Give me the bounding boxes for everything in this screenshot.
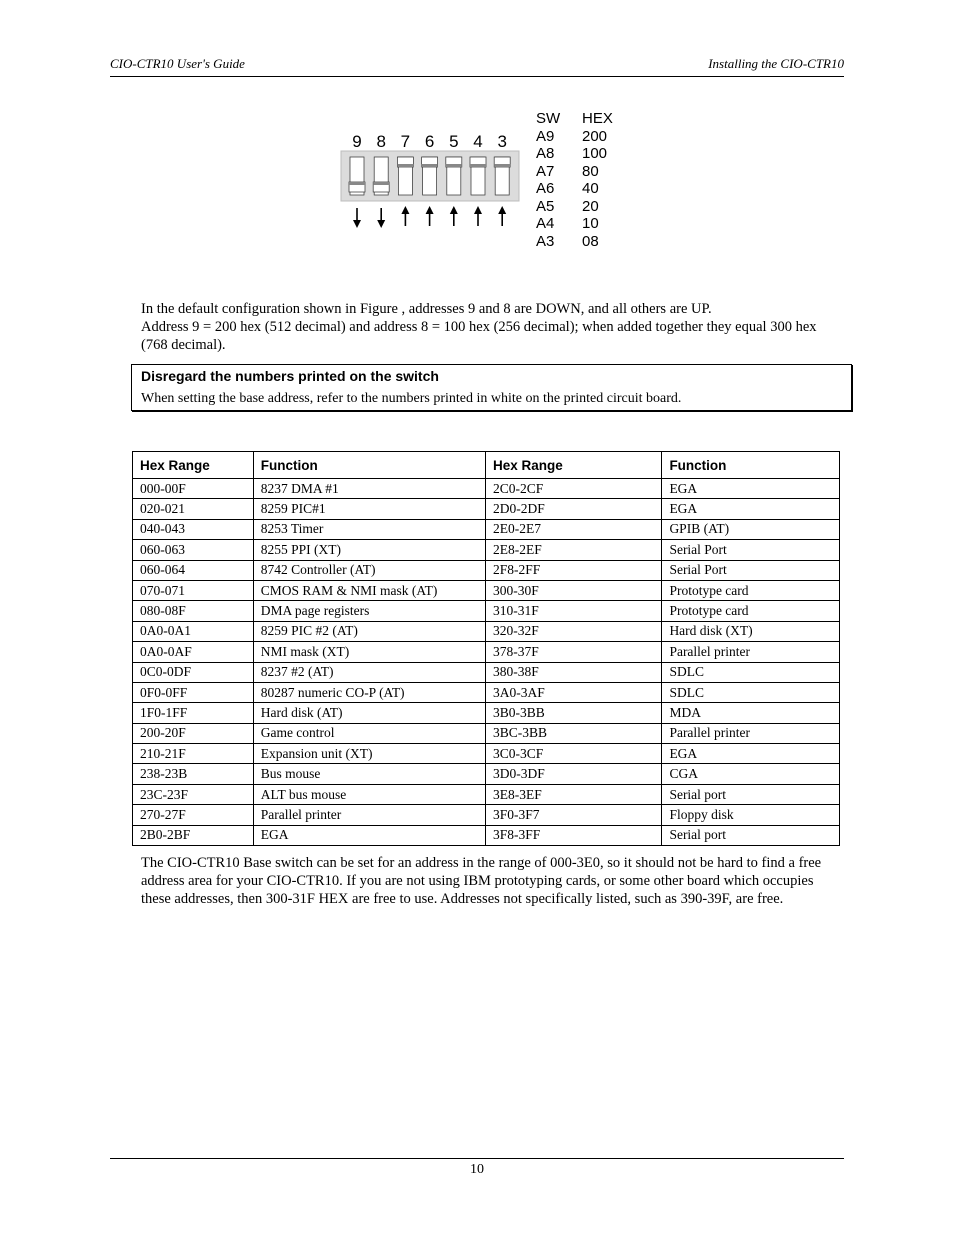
table-row <box>133 723 840 743</box>
default-config-paragraph <box>141 300 841 355</box>
legend-header-row <box>536 110 613 128</box>
cell-hex-range: 1F0-1FF <box>133 703 254 723</box>
table-row <box>133 499 840 519</box>
cell-hex-range: 3BC-3BB <box>485 723 661 743</box>
cell-function: Bus mouse <box>253 764 485 784</box>
table-row <box>133 825 840 845</box>
cell-hex-range: 3F8-3FF <box>485 825 661 845</box>
header-doc-title: CIO-CTR10 User's Guide <box>110 56 245 71</box>
table-row <box>133 621 840 641</box>
cell-function: CGA <box>662 764 840 784</box>
arrow-up-icon <box>498 206 506 214</box>
table-row <box>133 540 840 560</box>
switch-toggle-shade <box>349 182 365 185</box>
table-header-row <box>133 452 840 479</box>
cell-hex-range: 2C0-2CF <box>485 479 661 499</box>
cell-function: Parallel printer <box>253 805 485 825</box>
cell-function: Serial Port <box>662 540 840 560</box>
legend-row <box>536 145 613 163</box>
paragraph-line: Address 9 = 200 hex (512 decimal) and address 8 = 100 hex (256 decimal); when added together they equal 300 hex (768 decimal). <box>141 319 817 354</box>
cell-function: 8237 DMA #1 <box>253 479 485 499</box>
cell-function: EGA <box>253 825 485 845</box>
table-row <box>133 805 840 825</box>
legend-sw: A5 <box>536 197 555 215</box>
note-box <box>131 364 852 411</box>
cell-hex-range: 210-21F <box>133 744 254 764</box>
note-title: Disregard the numbers printed on the switch <box>141 368 439 384</box>
cell-hex-range: 2B0-2BF <box>133 825 254 845</box>
table-row <box>133 580 840 600</box>
legend-sw-header: SW <box>536 110 561 127</box>
cell-hex-range: 200-20F <box>133 723 254 743</box>
switch-toggle-shade <box>397 164 413 167</box>
cell-hex-range: 378-37F <box>485 642 661 662</box>
table-row <box>133 662 840 682</box>
cell-function: Prototype card <box>662 580 840 600</box>
cell-function: Floppy disk <box>662 805 840 825</box>
cell-hex-range: 320-32F <box>485 621 661 641</box>
table-row <box>133 560 840 580</box>
cell-hex-range: 3A0-3AF <box>485 682 661 702</box>
legend-hex: 20 <box>582 197 599 215</box>
cell-hex-range: 270-27F <box>133 805 254 825</box>
col-header-hex-range: Hex Range <box>133 452 254 479</box>
legend-row <box>536 180 613 198</box>
legend-hex: 80 <box>582 162 599 180</box>
table-row <box>133 703 840 723</box>
legend-row <box>536 198 613 216</box>
cell-hex-range: 000-00F <box>133 479 254 499</box>
cell-function: Serial port <box>662 784 840 804</box>
table-row <box>133 682 840 702</box>
legend-hex: 08 <box>582 232 599 250</box>
col-header-function: Function <box>662 452 840 479</box>
table-row <box>133 642 840 662</box>
legend-hex: 100 <box>582 145 608 162</box>
legend-sw: A7 <box>536 162 555 180</box>
page-number: 10 <box>470 1162 484 1177</box>
cell-hex-range: 2D0-2DF <box>485 499 661 519</box>
cell-function: 8237 #2 (AT) <box>253 662 485 682</box>
cell-hex-range: 23C-23F <box>133 784 254 804</box>
legend-hex: 200 <box>582 127 608 145</box>
cell-function: Parallel printer <box>662 642 840 662</box>
switch-legend <box>536 110 613 250</box>
cell-function: MDA <box>662 703 840 723</box>
cell-hex-range: 060-063 <box>133 540 254 560</box>
cell-function: SDLC <box>662 682 840 702</box>
cell-hex-range: 300-30F <box>485 580 661 600</box>
legend-row <box>536 215 613 233</box>
cell-hex-range: 040-043 <box>133 519 254 539</box>
arrow-down-icon <box>353 220 361 228</box>
cell-function: SDLC <box>662 662 840 682</box>
cell-function: Serial port <box>662 825 840 845</box>
legend-sw: A4 <box>536 215 555 232</box>
cell-function: Expansion unit (XT) <box>253 744 485 764</box>
cell-function: EGA <box>662 499 840 519</box>
cell-function: 8259 PIC #2 (AT) <box>253 621 485 641</box>
switch-toggle-shade <box>373 182 389 185</box>
cell-function: 8259 PIC#1 <box>253 499 485 519</box>
address-table <box>132 451 840 846</box>
switch-number-label: 4 <box>473 132 483 151</box>
legend-row <box>536 128 613 146</box>
cell-function: Hard disk (AT) <box>253 703 485 723</box>
arrow-up-icon <box>401 206 409 214</box>
legend-row <box>536 163 613 181</box>
cell-hex-range: 3D0-3DF <box>485 764 661 784</box>
cell-function: 80287 numeric CO-P (AT) <box>253 682 485 702</box>
cell-hex-range: 310-31F <box>485 601 661 621</box>
switch-toggle-shade <box>494 164 510 167</box>
note-body: When setting the base address, refer to the numbers printed in white on the printed circuit board. <box>141 391 682 406</box>
arrow-down-icon <box>377 220 385 228</box>
cell-hex-range: 0A0-0A1 <box>133 621 254 641</box>
table-body <box>133 479 840 846</box>
legend-row <box>536 233 613 251</box>
table-row <box>133 784 840 804</box>
cell-function: 8253 Timer <box>253 519 485 539</box>
switch-toggle-shade <box>422 164 438 167</box>
cell-hex-range: 0F0-0FF <box>133 682 254 702</box>
cell-function: ALT bus mouse <box>253 784 485 804</box>
cell-hex-range: 3C0-3CF <box>485 744 661 764</box>
legend-sw: A6 <box>536 180 555 197</box>
legend-hex: 10 <box>582 215 599 232</box>
switch-toggle-shade <box>470 164 486 167</box>
cell-function: Prototype card <box>662 601 840 621</box>
cell-function: 8255 PPI (XT) <box>253 540 485 560</box>
cell-hex-range: 0C0-0DF <box>133 662 254 682</box>
table-row <box>133 744 840 764</box>
cell-hex-range: 080-08F <box>133 601 254 621</box>
cell-hex-range: 238-23B <box>133 764 254 784</box>
legend-hex-header: HEX <box>582 110 613 127</box>
switch-number-label: 9 <box>352 132 362 151</box>
cell-function: CMOS RAM & NMI mask (AT) <box>253 580 485 600</box>
col-header-hex-range: Hex Range <box>485 452 661 479</box>
table-row <box>133 764 840 784</box>
switch-number-label: 6 <box>424 132 435 151</box>
cell-function: Serial Port <box>662 560 840 580</box>
cell-hex-range: 3F0-3F7 <box>485 805 661 825</box>
arrow-up-icon <box>426 206 434 214</box>
cell-function: Parallel printer <box>662 723 840 743</box>
cell-hex-range: 0A0-0AF <box>133 642 254 662</box>
cell-function: Hard disk (XT) <box>662 621 840 641</box>
cell-hex-range: 070-071 <box>133 580 254 600</box>
table-row <box>133 479 840 499</box>
arrow-up-icon <box>450 206 458 214</box>
page-header <box>110 56 844 77</box>
address-range-paragraph: The CIO-CTR10 Base switch can be set for an address in the range of 000-3E0, so it should not be hard to find a free address area for your CIO-CTR10. If you are not using IBM prototyping cards, or some other board which occupies these addresses, then 300-31F HEX are free to use. Addresses not specifically listed, such as 390-39F, are free. <box>141 855 822 908</box>
cell-function: EGA <box>662 744 840 764</box>
header-section-title: Installing the CIO-CTR10 <box>708 56 844 71</box>
cell-hex-range: 020-021 <box>133 499 254 519</box>
cell-hex-range: 380-38F <box>485 662 661 682</box>
cell-function: DMA page registers <box>253 601 485 621</box>
cell-hex-range: 3E8-3EF <box>485 784 661 804</box>
paragraph-line: In the default configuration shown in Figure , addresses 9 and 8 are DOWN, and all others are UP. <box>141 301 712 317</box>
legend-hex: 40 <box>582 180 599 197</box>
table-row <box>133 519 840 539</box>
table-row <box>133 601 840 621</box>
switch-number-label: 5 <box>449 132 459 151</box>
switch-number-label: 3 <box>497 132 507 151</box>
page-footer <box>110 1158 844 1177</box>
cell-function: GPIB (AT) <box>662 519 840 539</box>
cell-function: EGA <box>662 479 840 499</box>
cell-hex-range: 060-064 <box>133 560 254 580</box>
legend-sw: A8 <box>536 145 555 162</box>
col-header-function: Function <box>253 452 485 479</box>
legend-sw: A9 <box>536 127 555 145</box>
cell-function: 8742 Controller (AT) <box>253 560 485 580</box>
arrow-up-icon <box>474 206 482 214</box>
cell-function: NMI mask (XT) <box>253 642 485 662</box>
cell-hex-range: 2E8-2EF <box>485 540 661 560</box>
legend-sw: A3 <box>536 232 555 250</box>
cell-function: Game control <box>253 723 485 743</box>
cell-hex-range: 3B0-3BB <box>485 703 661 723</box>
switch-number-label: 8 <box>376 132 386 151</box>
cell-hex-range: 2E0-2E7 <box>485 519 661 539</box>
cell-hex-range: 2F8-2FF <box>485 560 661 580</box>
switch-toggle-shade <box>446 164 462 167</box>
switch-number-label: 7 <box>400 132 411 151</box>
